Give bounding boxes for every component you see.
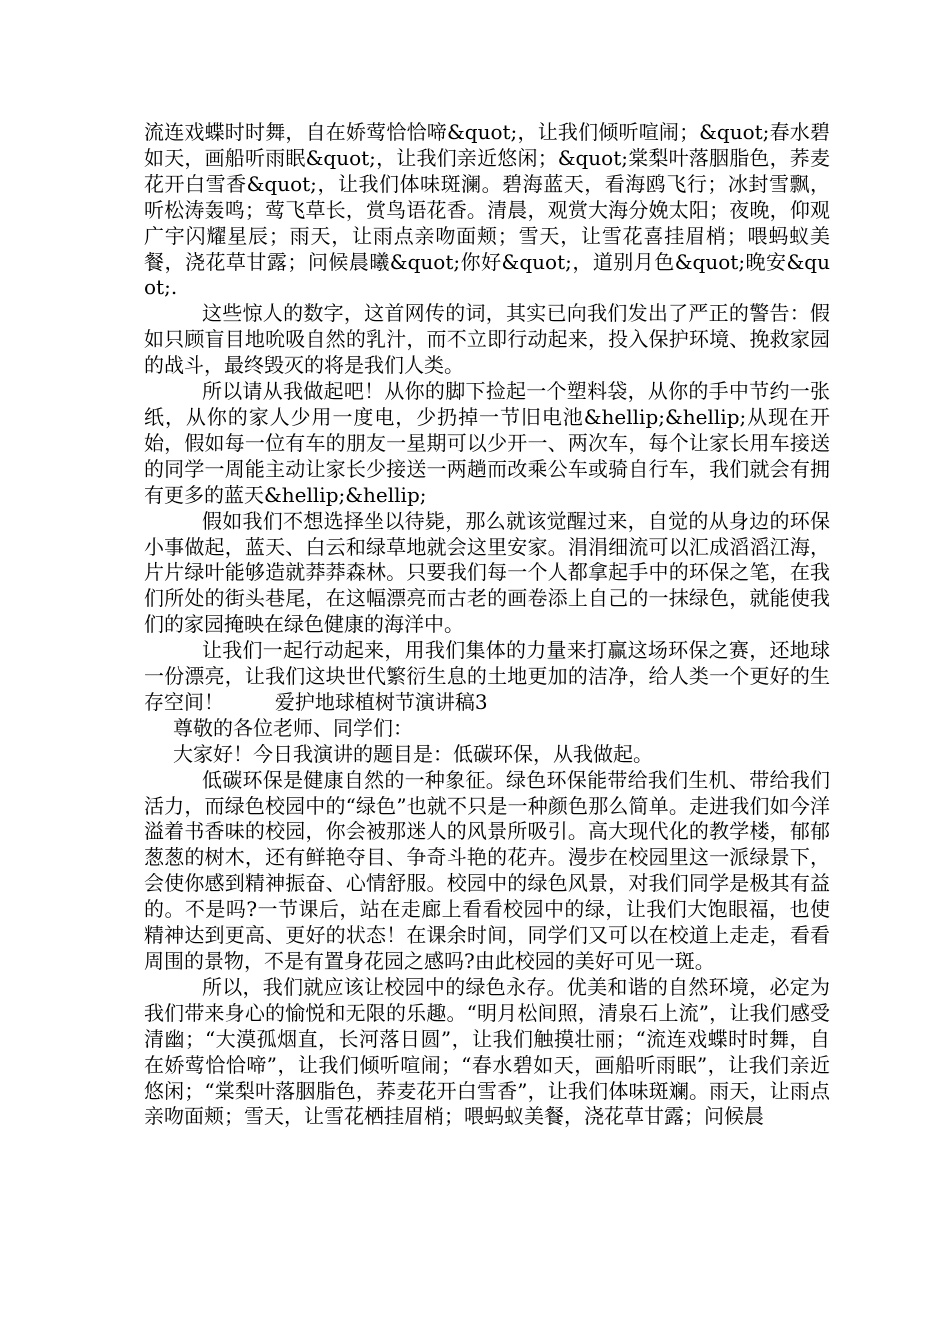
paragraph-1: 流连戏蝶时时舞，自在娇莺恰恰啼&quot;，让我们倾听喧闹；&quot;春水碧如天，画船听雨眠&quot;，让我们亲近悠闲；&quot;棠梨叶落胭脂色，荞麦花开白雪香&quot;，让我们体味斑澜。碧海蓝天，看海鸥飞行；冰封雪飘，听松涛轰鸣；莺飞草长，赏鸟语花香。清晨，观赏大海分娩太阳；夜晚，仰观广宇闪耀星辰；雨天，让雨点亲吻面颊；雪天，让雪花喜挂眉梢；喂蚂蚁美餐，浇花草甘露；问候晨曦&quot;你好&quot;，道别月色&quot;晚安&quot;. bbox=[144, 120, 830, 300]
paragraph-5-text: 让我们一起行动起来，用我们集体的力量来打赢这场环保之赛，还地球一份漂亮，让我们这块世代繁衍生息的土地更加的洁净，给人类一个更好的生存空间！ bbox=[144, 638, 830, 714]
paragraph-9: 所以，我们就应该让校园中的绿色永存。优美和谐的自然环境，必定为我们带来身心的愉悦和无限的乐趣。“明月松间照，清泉石上流”，让我们感受清幽；“大漠孤烟直，长河落日圆”，让我们触摸壮丽；“流连戏蝶时时舞，自在娇莺恰恰啼”，让我们倾听喧闹；“春水碧如天，画船听雨眠”，让我们亲近悠闲；“棠梨叶落胭脂色，荞麦花开白雪香”，让我们体味斑斓。雨天，让雨点亲吻面颊；雪天，让雪花栖挂眉梢；喂蚂蚁美餐，浇花草甘露；问候晨 bbox=[144, 974, 830, 1129]
salutation: 尊敬的各位老师、同学们： bbox=[173, 715, 413, 740]
paragraph-2: 这些惊人的数字，这首网传的词，其实已向我们发出了严正的警告：假如只顾盲目地吮吸自然的乳汁，而不立即行动起来，投入保护环境、挽救家园的战斗，最终毁灭的将是我们人类。 bbox=[144, 301, 830, 378]
document-page bbox=[144, 120, 830, 1130]
paragraph-5 bbox=[144, 638, 830, 716]
paragraph-4: 假如我们不想选择坐以待毙，那么就该觉醒过来，自觉的从身边的环保小事做起，蓝天、白云和绿草地就会这里安家。涓涓细流可以汇成滔滔江海，片片绿叶能够造就莽莽森林。只要我们每一个人都拿起手中的环保之笔，在我们所处的街头巷尾，在这幅漂亮而古老的画卷添上自己的一抹绿色，就能使我们的家园掩映在绿色健康的海洋中。 bbox=[144, 508, 830, 637]
paragraph-3: 所以请从我做起吧！从你的脚下捡起一个塑料袋，从你的手中节约一张纸，从你的家人少用一度电，少扔掉一节旧电池&hellip;&hellip;从现在开始，假如每一位有车的朋友一星期可以少开一、两次车，每个让家长用车接送的同学一周能主动让家长少接送一两趟而改乘公车或骑自行车，我们就会有拥有更多的蓝天&hellip;&hellip; bbox=[144, 379, 830, 507]
paragraph-8: 低碳环保是健康自然的一种象征。绿色环保能带给我们生机、带给我们活力，而绿色校园中的“绿色”也就不只是一种颜色那么简单。走进我们如今洋溢着书香味的校园，你会被那迷人的风景所吸引。高大现代化的教学楼，郁郁葱葱的树木，还有鲜艳夺目、争奇斗艳的花卉。漫步在校园里这一派绿景下，会使你感到精神振奋、心情舒服。校园中的绿色风景，对我们同学是极其有益的。不是吗?一节课后，站在走廊上看看校园中的绿，让我们大饱眼福，也使精神达到更高、更好的状态！在课余时间，同学们又可以在校道上走走，看看周围的景物，不是有置身花园之感吗?由此校园的美好可见一斑。 bbox=[144, 767, 830, 973]
greeting: 大家好！今日我演讲的题目是：低碳环保，从我做起。 bbox=[173, 741, 653, 766]
section-title: 爱护地球植树节演讲稿3 bbox=[274, 689, 488, 714]
